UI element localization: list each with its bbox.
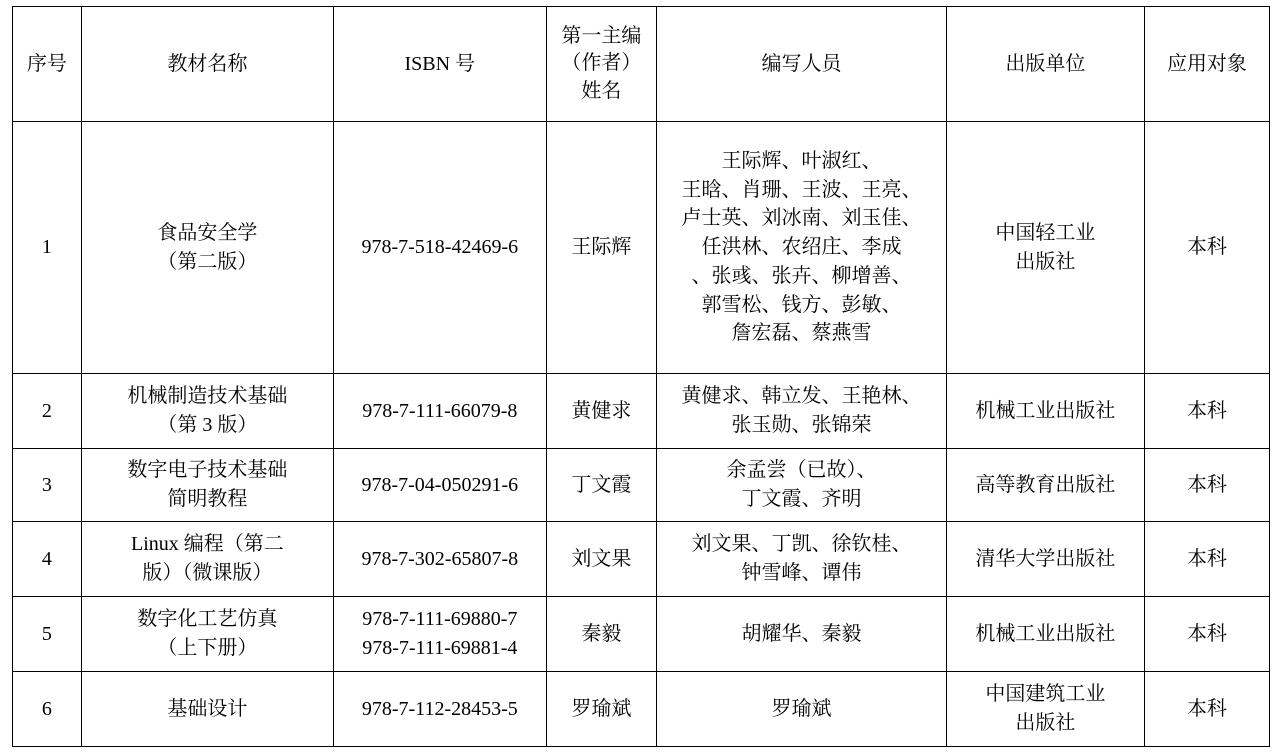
cell-title [81,597,333,672]
cell-press-line: 中国建筑工业 [985,683,1106,706]
column-header-editor [546,7,656,122]
cell-isbn-line: 978-7-111-69880-7 [362,608,518,631]
cell-writers-line: 张玉勋、张锦荣 [731,414,872,436]
table-body [13,122,1270,747]
cell-isbn [334,374,547,449]
cell-press [946,374,1144,449]
cell-press [946,449,1144,522]
cell-title-line: 数字化工艺仿真 [137,608,278,631]
cell-isbn-line: 978-7-04-050291-6 [361,473,519,496]
cell-isbn-line: 978-7-302-65807-8 [361,547,519,570]
column-header-editor-line1: 第一主编 [561,25,642,48]
cell-press-line: 机械工业出版社 [975,399,1116,422]
cell-press-line: 高等教育出版社 [975,473,1116,496]
column-header-press: 出版单位 [946,7,1144,122]
cell-target: 本科 [1144,374,1269,449]
column-header-title: 教材名称 [81,7,333,122]
cell-isbn [334,597,547,672]
column-header-isbn: ISBN 号 [334,7,547,122]
cell-writers-line: 王晗、肖珊、王波、王亮、 [681,178,922,201]
textbook-list-table [12,6,1270,747]
cell-isbn-line: 978-7-111-69881-4 [362,637,518,659]
cell-editor: 黄健求 [546,374,656,449]
cell-press-line: 机械工业出版社 [975,622,1116,645]
cell-editor: 王际辉 [546,122,656,374]
cell-press [946,597,1144,672]
cell-title [81,374,333,449]
cell-no: 2 [13,374,82,449]
table-row [13,374,1270,449]
cell-writers-line: 王际辉、叶淑红、 [721,149,882,172]
cell-isbn [334,449,547,522]
cell-target: 本科 [1144,449,1269,522]
cell-isbn-line: 978-7-112-28453-5 [361,697,518,720]
cell-writers [657,597,947,672]
cell-writers [657,122,947,374]
cell-editor: 丁文霞 [546,449,656,522]
cell-writers-line: 罗瑜斌 [771,697,832,720]
cell-title [81,449,333,522]
cell-isbn-line: 978-7-111-66079-8 [362,399,518,422]
cell-editor: 秦毅 [546,597,656,672]
cell-title [81,522,333,597]
cell-press-line: 出版社 [1015,250,1076,273]
cell-writers-line: 任洪林、农绍庄、李成 [701,236,902,259]
cell-title-line: （第 3 版） [157,414,258,436]
cell-writers-line: 胡耀华、秦毅 [741,622,862,645]
column-header-editor-line2: （作者） [561,52,642,75]
cell-title [81,672,333,747]
cell-writers-line: 、张彧、张卉、柳增善、 [691,264,912,287]
cell-title-line: Linux 编程（第二 [131,533,284,556]
cell-writers [657,449,947,522]
cell-press-line: 清华大学出版社 [975,547,1116,570]
cell-writers-line: 詹宏磊、蔡燕雪 [731,322,872,345]
cell-writers-line: 丁文霞、齐明 [741,488,862,510]
cell-title-line: 数字电子技术基础 [127,459,288,482]
table-row [13,597,1270,672]
cell-no: 5 [13,597,82,672]
table-row [13,449,1270,522]
cell-editor: 刘文果 [546,522,656,597]
cell-writers [657,672,947,747]
table-row [13,522,1270,597]
cell-no: 3 [13,449,82,522]
cell-press-line: 中国轻工业 [995,221,1096,244]
cell-press-line: 出版社 [1015,712,1076,734]
cell-writers-line: 黄健求、韩立发、王艳林、 [681,385,922,408]
table-row [13,122,1270,374]
column-header-no: 序号 [13,7,82,122]
cell-title-line: 机械制造技术基础 [127,385,288,408]
cell-writers-line: 钟雪峰、谭伟 [741,562,862,584]
cell-writers-line: 刘文果、丁凯、徐钦桂、 [691,533,912,556]
cell-target: 本科 [1144,672,1269,747]
cell-press [946,672,1144,747]
cell-writers-line: 郭雪松、钱方、彭敏、 [701,293,902,316]
cell-writers [657,522,947,597]
cell-target: 本科 [1144,597,1269,672]
cell-isbn [334,122,547,374]
cell-title-line: （第二版） [157,250,258,273]
cell-writers-line: 卢士英、刘冰南、刘玉佳、 [681,207,922,230]
cell-no: 1 [13,122,82,374]
cell-title [81,122,333,374]
cell-press [946,122,1144,374]
cell-title-line: 基础设计 [167,697,248,720]
column-header-writers: 编写人员 [657,7,947,122]
cell-isbn-line: 978-7-518-42469-6 [361,236,519,259]
table-row [13,672,1270,747]
cell-target: 本科 [1144,522,1269,597]
cell-target: 本科 [1144,122,1269,374]
cell-press [946,522,1144,597]
cell-writers [657,374,947,449]
cell-title-line: 版）（微课版） [142,562,273,584]
cell-title-line: 食品安全学 [157,221,258,244]
table-header-row [13,7,1270,122]
column-header-editor-line3: 姓名 [581,79,622,102]
cell-no: 6 [13,672,82,747]
cell-no: 4 [13,522,82,597]
cell-isbn [334,522,547,597]
table-header [13,7,1270,122]
cell-writers-line: 余孟尝（已故）、 [726,459,877,482]
cell-isbn [334,672,547,747]
cell-title-line: （上下册） [157,637,258,659]
cell-title-line: 简明教程 [167,488,248,510]
cell-editor: 罗瑜斌 [546,672,656,747]
column-header-target: 应用对象 [1144,7,1269,122]
